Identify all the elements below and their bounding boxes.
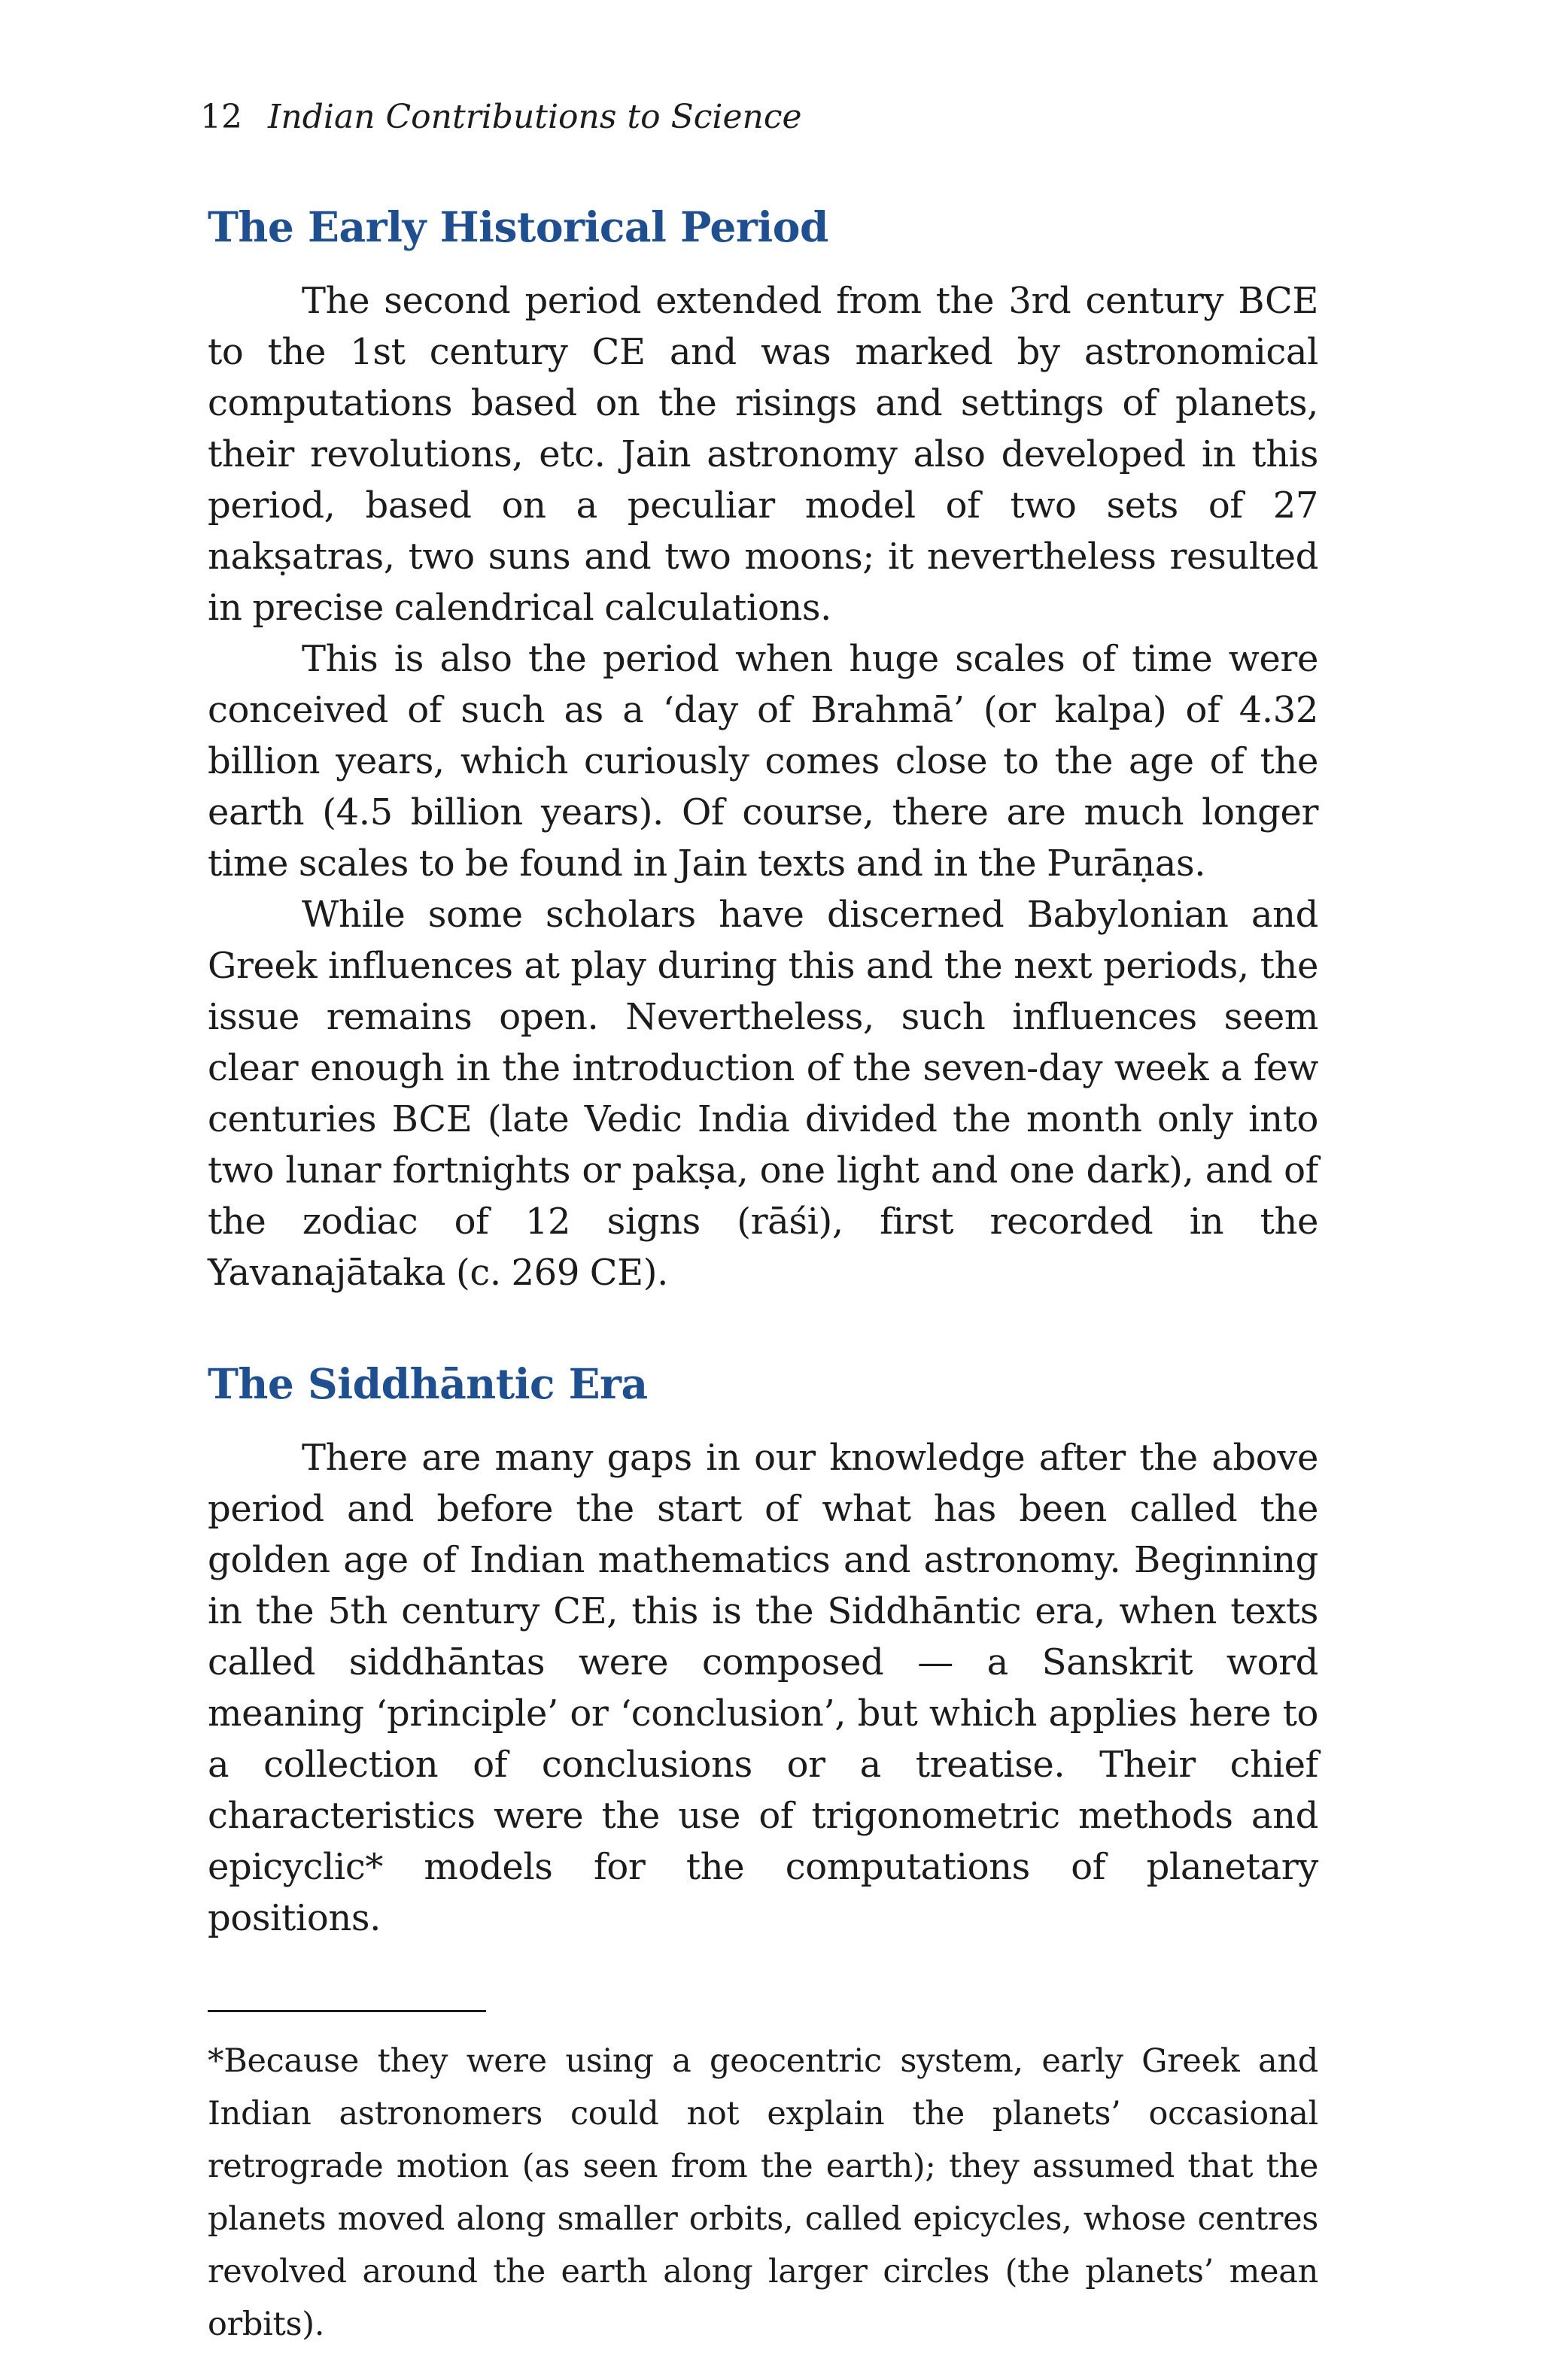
section-early-historical-period [208,197,1318,1298]
footnote: *Because they were using a geocentric system, early Greek and Indian astronomers could not explain the planets’ occasional retrograde motion (as seen from the earth); they assumed that the planets moved along smaller orbits, called epicycles, whose centres revolved around the earth along larger circles (the planets’ mean orbits). [208,2042,1318,2343]
book-title: Indian Contributions to Science [268,98,802,136]
section-heading: The Siddhāntic Era [208,1359,648,1408]
page-content [208,197,1318,2351]
paragraph: This is also the period when huge scales of time were conceived of such as a ‘day of Brahmā’ (or kalpa) of 4.32 billion years, which curiously comes close to the age of the earth (4.5 billion years). Of course, there are much longer time scales to be found in Jain texts and in the Purāṇas. [208,638,1318,885]
section-siddhantic-era [208,1354,1318,1944]
paragraph: The second period extended from the 3rd century BCE to the 1st century CE and was marked by astronomical computations based on the risings and settings of planets, their revolutions, etc. Jain astronomy also developed in this period, based on a peculiar model of two sets of 27 nakṣatras, two suns and two moons; it nevertheless resulted in precise calendrical calculations. [208,280,1318,629]
footnote-divider [208,2010,486,2012]
paragraph: There are many gaps in our knowledge after the above period and before the start of what has been called the golden age of Indian mathematics and astronomy. Beginning in the 5th century CE, this is the Siddhāntic era, when texts called siddhāntas were composed — a Sanskrit word meaning ‘principle’ or ‘conclusion’, but which applies here to a collection of conclusions or a treatise. Their chief characteristics were the use of trigonometric methods and epicyclic* models for the computations of planetary positions. [208,1437,1318,1939]
paragraph: While some scholars have discerned Babylonian and Greek influences at play during this and the next periods, the issue remains open. Nevertheless, such influences seem clear enough in the introduction of the seven-day week a few centuries BCE (late Vedic India divided the month only into two lunar fortnights or pakṣa, one light and one dark), and of the zodiac of 12 signs (rāśi), first recorded in the Yavanajātaka (c. 269 CE). [208,894,1318,1294]
page-number: 12 [200,98,242,136]
running-header [200,95,802,140]
section-heading: The Early Historical Period [208,202,828,251]
